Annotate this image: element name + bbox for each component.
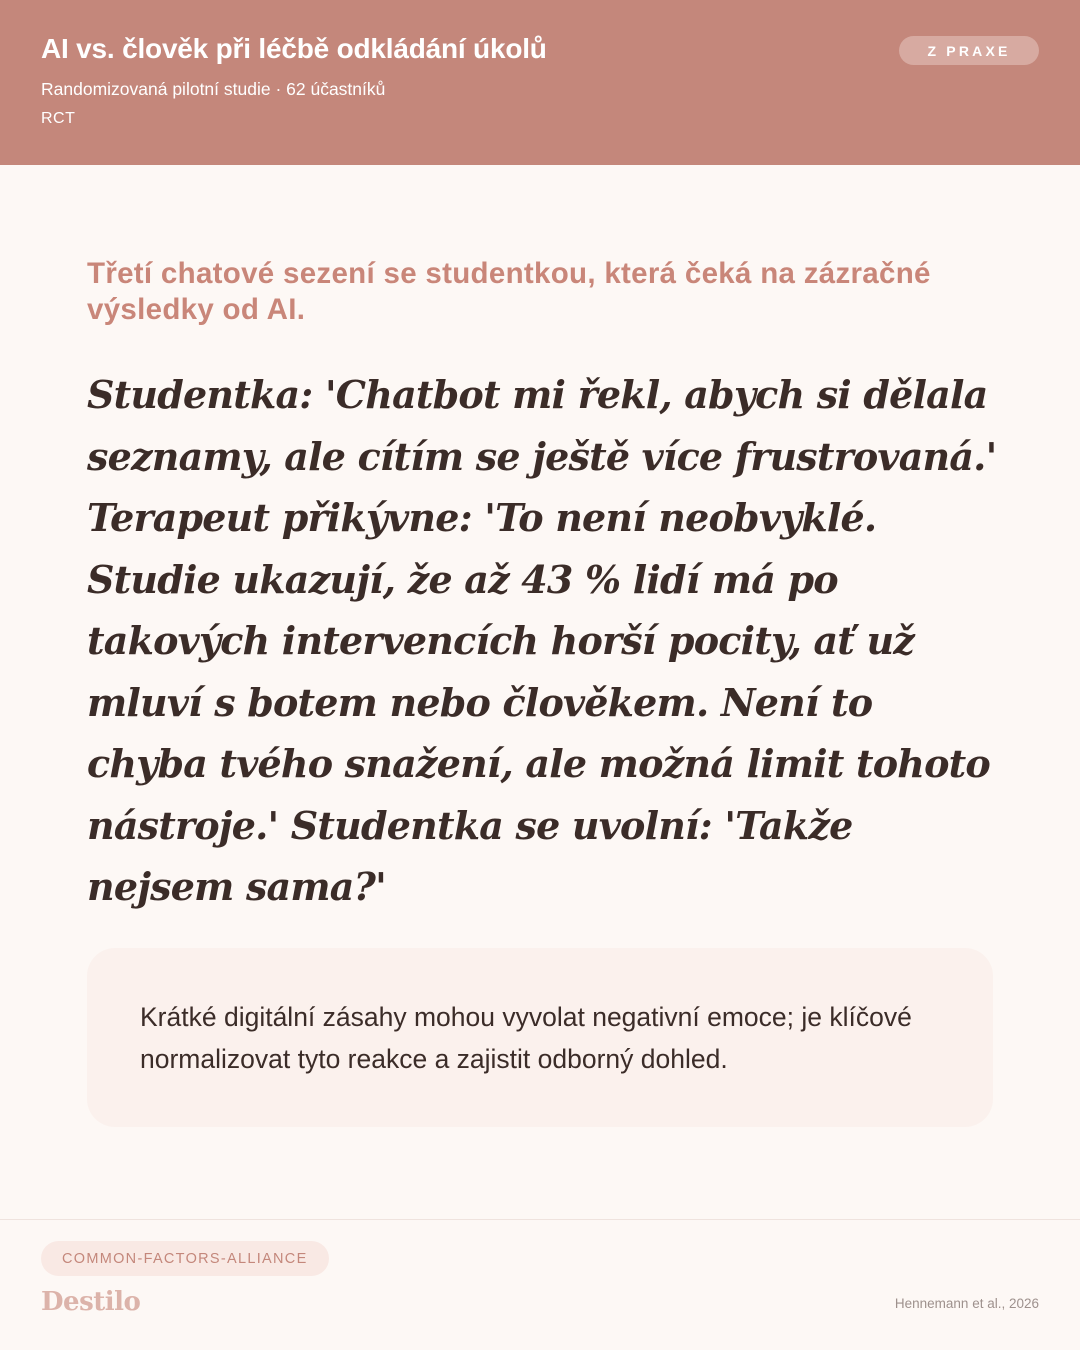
study-subtitle: Randomizovaná pilotní studie · 62 účastníků (41, 79, 386, 99)
brand-logo: Destilo (41, 1287, 141, 1317)
takeaway-card (87, 948, 993, 1127)
takeaway-text: Krátké digitální zásahy mohou vyvolat negativní emoce; je klíčové normalizovat tyto reakce a zajistit odborný dohled. (140, 1002, 912, 1074)
study-type-tag: RCT (41, 110, 76, 127)
header-banner (0, 0, 1080, 165)
section-badge: Z PRAXE (899, 36, 1039, 65)
scenario-lead: Třetí chatové sezení se studentkou, která čeká na zázračné výsledky od AI. (87, 257, 931, 326)
dialogue-quote: Studentka: 'Chatbot mi řekl, abych si dělala seznamy, ale cítím se ještě více frustrovaná.' Terapeut přikývne: 'To není neobvyklé. Studie ukazují, že až 43 % lidí má po takových intervencích horší pocity, ať už mluví s botem nebo člověkem. Není to chyba tvého snažení, ale možná limit tohoto nástroje.' Studentka se uvolní: 'Takže nejsem sama?' (87, 372, 997, 909)
page-title: AI vs. člověk při léčbě odkládání úkolů (41, 33, 547, 64)
topic-chip: COMMON-FACTORS-ALLIANCE (41, 1241, 329, 1276)
citation: Hennemann et al., 2026 (894, 1296, 1039, 1311)
footer-divider (0, 1219, 1080, 1220)
